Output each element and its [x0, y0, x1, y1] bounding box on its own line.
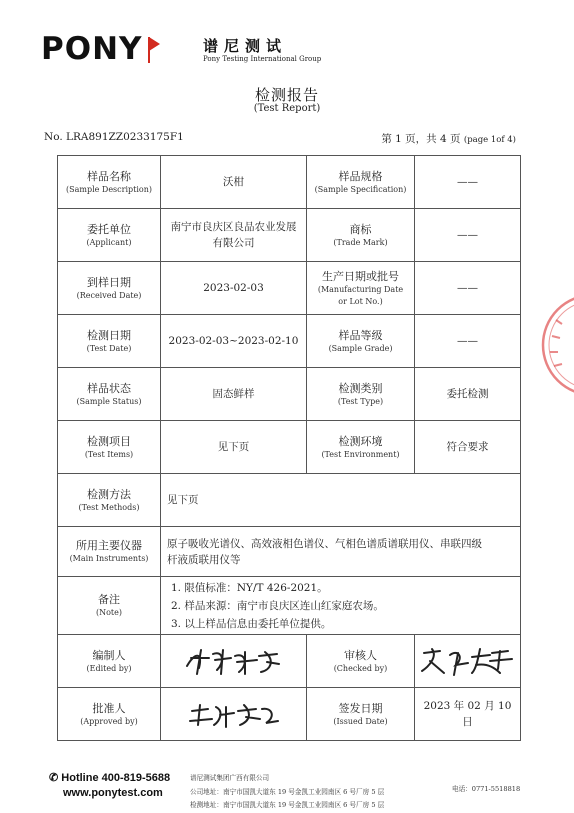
- value-test-type: 委托检测: [415, 368, 521, 421]
- value-sample-description: 沃柑: [161, 156, 307, 209]
- label-test-date: 检测日期 (Test Date): [58, 315, 161, 368]
- label-sample-specification: 样品规格 (Sample Specification): [307, 156, 415, 209]
- report-info-table: [57, 155, 521, 741]
- label-sample-description: 样品名称 (Sample Description): [58, 156, 161, 209]
- value-received-date: 2023-02-03: [161, 262, 307, 315]
- table-row: [58, 315, 521, 368]
- table-row: [58, 262, 521, 315]
- table-row: [58, 368, 521, 421]
- value-test-items: 见下页: [161, 421, 307, 474]
- label-applicant: 委托单位 (Applicant): [58, 209, 161, 262]
- label-note: 备注 (Note): [58, 577, 161, 635]
- value-manufacturing-date: ——: [415, 262, 521, 315]
- footer-tel: 电话：0771-5518818: [452, 785, 521, 793]
- website-link[interactable]: www.ponytest.com: [63, 787, 163, 799]
- label-received-date: 到样日期 (Received Date): [58, 262, 161, 315]
- label-main-instruments: 所用主要仪器 (Main Instruments): [58, 527, 161, 577]
- hotline: ✆ Hotline 400-819-5688: [49, 772, 171, 784]
- table-row: [58, 688, 521, 741]
- note-item: 3. 以上样品信息由委托单位提供。: [171, 617, 332, 630]
- value-sample-status: 固态鲜样: [161, 368, 307, 421]
- value-sample-grade: ——: [415, 315, 521, 368]
- note-item: 1. 限值标准：NY/T 426-2021。: [171, 581, 328, 594]
- table-row: [58, 421, 521, 474]
- value-applicant: 南宁市良庆区良品农业发展 有限公司: [161, 209, 307, 262]
- value-main-instruments: 原子吸收光谱仪、高效液相色谱仪、气相色谱质谱联用仪、串联四级 杆液质联用仪等: [161, 527, 521, 577]
- label-trade-mark: 商标 (Trade Mark): [307, 209, 415, 262]
- handwritten-signature: [186, 699, 282, 729]
- table-row: [58, 635, 521, 688]
- value-trade-mark: ——: [415, 209, 521, 262]
- table-row: [58, 209, 521, 262]
- flag-icon: [147, 35, 161, 65]
- handwritten-signature: [418, 643, 518, 679]
- value-test-environment: 符合要求: [415, 421, 521, 474]
- label-sample-status: 样品状态 (Sample Status): [58, 368, 161, 421]
- page-info: [381, 131, 516, 146]
- company-name-cn: 谱尼测试: [203, 37, 288, 55]
- value-sample-specification: ——: [415, 156, 521, 209]
- label-test-methods: 检测方法 (Test Methods): [58, 474, 161, 527]
- value-test-methods: 见下页: [161, 474, 521, 527]
- report-title-cn: 检测报告: [254, 86, 319, 104]
- table-row: [58, 474, 521, 527]
- label-edited-by: 编制人 (Edited by): [58, 635, 161, 688]
- table-row: [58, 527, 521, 577]
- signature-checked-by: [415, 635, 521, 688]
- label-test-environment: 检测环境 (Test Environment): [307, 421, 415, 474]
- value-issued-date: 2023 年 02 月 10 日: [415, 688, 521, 741]
- logo-wordmark: PONY: [41, 31, 143, 67]
- footer-company: 谱尼测试集团广西有限公司: [190, 774, 270, 782]
- value-note: [161, 577, 521, 635]
- table-row: [58, 156, 521, 209]
- company-logo: [41, 31, 322, 71]
- label-test-items: 检测项目 (Test Items): [58, 421, 161, 474]
- label-checked-by: 审核人 (Checked by): [307, 635, 415, 688]
- footer-company-address: 公司地址：南宁市国凯大道东 19 号金凯工业园南区 6 号厂房 5 层: [190, 788, 385, 796]
- note-item: 2. 样品来源：南宁市良庆区连山红家庭农场。: [171, 599, 384, 612]
- report-title-en: (Test Report): [253, 103, 321, 114]
- label-manufacturing-date: 生产日期或批号 (Manufacturing Date or Lot No.): [307, 262, 415, 315]
- table-row: [58, 577, 521, 635]
- page-info-cn: 第 1 页，共 4 页: [381, 133, 461, 145]
- report-number: No. LRA891ZZ0233175F1: [44, 131, 184, 143]
- stamp-icon: [538, 290, 574, 400]
- footer-test-address: 检测地址：南宁市国凯大道东 19 号金凯工业园南区 6 号厂房 5 层: [190, 801, 385, 809]
- page-info-en: (page 1of 4): [463, 135, 516, 145]
- copyright-icon: ✆: [49, 772, 59, 784]
- handwritten-signature: [179, 644, 289, 678]
- company-name-en: Pony Testing International Group: [203, 55, 322, 63]
- label-test-type: 检测类别 (Test Type): [307, 368, 415, 421]
- signature-approved-by: [161, 688, 307, 741]
- label-sample-grade: 样品等级 (Sample Grade): [307, 315, 415, 368]
- value-test-date: 2023-02-03~2023-02-10: [161, 315, 307, 368]
- signature-edited-by: [161, 635, 307, 688]
- label-issued-date: 签发日期 (Issued Date): [307, 688, 415, 741]
- label-approved-by: 批准人 (Approved by): [58, 688, 161, 741]
